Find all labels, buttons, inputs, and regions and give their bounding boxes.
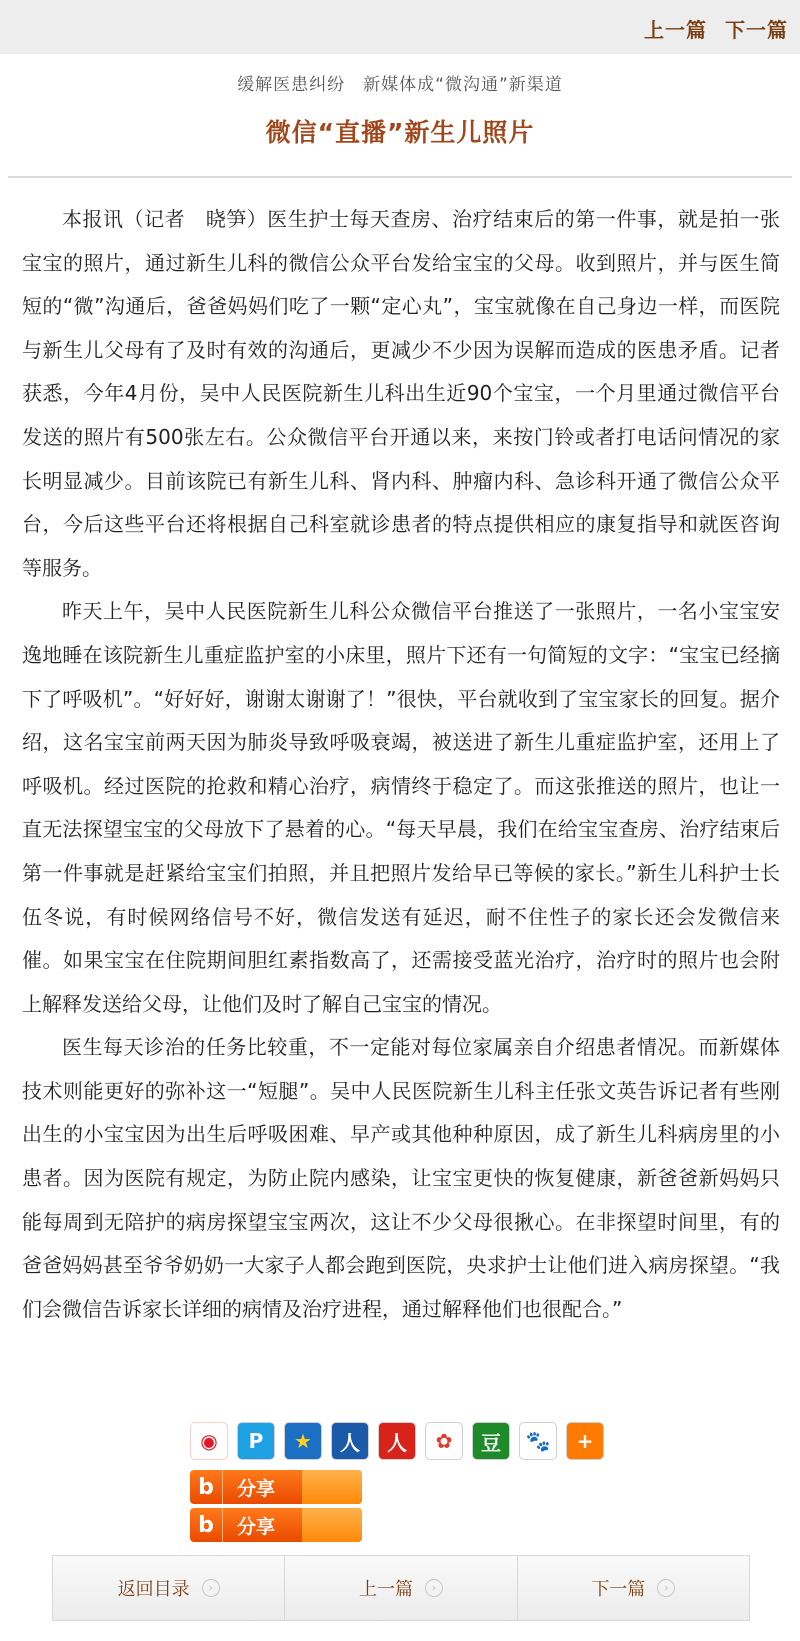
douban-icon[interactable]: 豆 bbox=[472, 1422, 510, 1460]
article-paragraph: 本报讯（记者 晓笋）医生护士每天查房、治疗结束后的第一件事，就是拍一张宝宝的照片，通过新生儿科的微信公众平台发给宝宝的父母。收到照片，并与医生简短的“微”沟通后，爸爸妈妈们吃了一颗“定心丸”，宝宝就像在自己身边一样，而医院与新生儿父母有了及时有效的沟通后，更减少不少因为误解而造成的医患矛盾。记者获悉，今年4月份，吴中人民医院新生儿科出生近90个宝宝，一个月里通过微信平台发送的照片有500张左右。公众微信平台开通以来，来按门铃或者打电话问情况的家长明显减少。目前该院已有新生儿科、肾内科、肿瘤内科、急诊科开通了微信公众平台，今后这些平台还将根据自己科室就诊患者的特点提供相应的康复指导和就医咨询等服务。 bbox=[22, 207, 780, 580]
article-paragraph: 医生每天诊治的任务比较重，不一定能对每位家属亲自介绍患者情况。而新媒体技术则能更好的弥补这一“短腿”。吴中人民医院新生儿科主任张文英告诉记者有些刚出生的小宝宝因为出生后呼吸困难、早产或其他种种原因，成了新生儿科病房里的小患者。因为医院有规定，为防止院内感染，让宝宝更快的恢复健康，新爸爸新妈妈只能每周到无陪护的病房探望宝宝两次，这让不少父母很揪心。在非探望时间里，有的爸爸妈妈甚至爷爷奶奶一大家子人都会跑到医院，央求护士让他们进入病房探望。“我们会微信告诉家长详细的病情及治疗进程，通过解释他们也很配合。” bbox=[22, 1035, 780, 1321]
chevron-right-icon: › bbox=[425, 1579, 443, 1597]
article-body bbox=[22, 198, 780, 1331]
more-share-icon[interactable]: + bbox=[566, 1422, 604, 1460]
share-button-stripe bbox=[302, 1470, 362, 1504]
prev-article-label: 上一篇 bbox=[358, 1579, 413, 1600]
baidu-icon[interactable]: 🐾 bbox=[519, 1422, 557, 1460]
weibo-icon[interactable]: ◉ bbox=[190, 1422, 228, 1460]
share-logo-icon: b bbox=[190, 1470, 223, 1504]
chevron-right-icon: › bbox=[202, 1579, 220, 1597]
next-article-button[interactable] bbox=[518, 1556, 749, 1620]
article-paragraph: 昨天上午，吴中人民医院新生儿科公众微信平台推送了一张照片，一名小宝宝安逸地睡在该院新生儿重症监护室的小床里，照片下还有一句简短的文字：“宝宝已经摘下了呼吸机”。“好好好，谢谢太谢谢了！”很快，平台就收到了宝宝家长的回复。据介绍，这名宝宝前两天因为肺炎导致呼吸衰竭，被送进了新生儿重症监护室，还用上了呼吸机。经过医院的抢救和精心治疗，病情终于稳定了。而这张推送的照片，也让一直无法探望宝宝的父母放下了悬着的心。“每天早晨，我们在给宝宝查房、治疗结束后第一件事就是赶紧给宝宝们拍照，并且把照片发给早已等候的家长。”新生儿科护士长伍冬说，有时候网络信号不好，微信发送有延迟，耐不住性子的家长还会发微信来催。如果宝宝在住院期间胆红素指数高了，还需接受蓝光治疗，治疗时的照片也会附上解释发送给父母，让他们及时了解自己宝宝的情况。 bbox=[22, 599, 780, 1016]
renren-icon[interactable]: 人 bbox=[331, 1422, 369, 1460]
share-button-stripe bbox=[302, 1508, 362, 1542]
share-button-label: 分享 bbox=[237, 1515, 276, 1538]
prev-article-button[interactable] bbox=[285, 1556, 517, 1620]
share-button-2[interactable] bbox=[190, 1508, 362, 1542]
share-button[interactable] bbox=[190, 1470, 362, 1504]
back-to-catalog-label: 返回目录 bbox=[117, 1579, 190, 1600]
article-subtitle: 缓解医患纠纷 新媒体成“微沟通”新渠道 bbox=[237, 75, 563, 95]
qzone-icon[interactable]: ★ bbox=[284, 1422, 322, 1460]
article-title: 微信“直播”新生儿照片 bbox=[265, 118, 535, 147]
back-to-catalog-button[interactable] bbox=[53, 1556, 285, 1620]
article-header bbox=[0, 70, 800, 149]
share-logo-icon: b bbox=[190, 1508, 223, 1542]
chevron-right-icon: › bbox=[657, 1579, 675, 1597]
top-bar bbox=[0, 0, 800, 54]
top-nav bbox=[634, 14, 788, 43]
share-button-label: 分享 bbox=[237, 1477, 276, 1500]
tencent-weibo-icon[interactable]: P bbox=[237, 1422, 275, 1460]
share-icons-row bbox=[190, 1422, 604, 1462]
next-article-label: 下一篇 bbox=[591, 1579, 646, 1600]
top-next-article-link[interactable]: 下一篇 bbox=[725, 18, 788, 42]
sohu-icon[interactable]: ✿ bbox=[425, 1422, 463, 1460]
bottom-nav bbox=[52, 1555, 750, 1621]
kaixin-icon[interactable]: 人 bbox=[378, 1422, 416, 1460]
top-prev-article-link[interactable]: 上一篇 bbox=[644, 18, 708, 42]
header-divider bbox=[8, 176, 792, 178]
